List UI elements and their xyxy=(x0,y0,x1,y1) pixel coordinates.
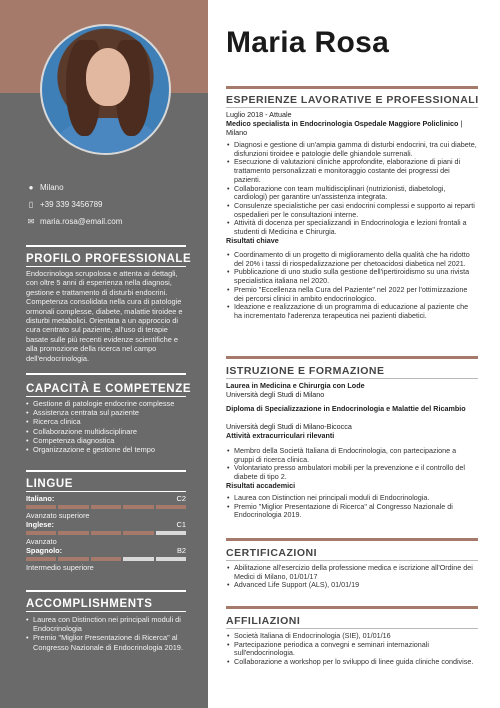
experience-heading: ESPERIENZE LAVORATIVE E PROFESSIONALI xyxy=(226,94,479,106)
affiliations-rule-bottom xyxy=(226,628,478,629)
experience-duties xyxy=(226,141,478,237)
experience-rule-bottom xyxy=(226,107,478,108)
degree-1: Laurea in Medicina e Chirurgia con Lode xyxy=(226,381,365,390)
candidate-name: Maria Rosa xyxy=(226,26,390,59)
profile-rule xyxy=(26,245,186,247)
email-text[interactable]: maria.rosa@email.com xyxy=(40,217,123,226)
education-rule-bottom xyxy=(226,378,478,379)
location-text: Milano xyxy=(40,183,64,192)
education-heading: ISTRUZIONE E FORMAZIONE xyxy=(226,365,385,377)
language-bar-segment xyxy=(156,505,186,509)
language-bar-segment xyxy=(156,557,186,561)
language-bar-segment xyxy=(26,557,56,561)
experience-results-heading: Risultati chiave xyxy=(226,236,279,245)
skill-item: • Assistenza centrata sul paziente xyxy=(26,408,191,417)
result-item: • Premio "Eccellenza nella Cura del Paziente" nel 2022 per l'ottimizzazione dei percorsi clinici in ambito endocrinologico. xyxy=(226,286,478,303)
experience-rule xyxy=(226,86,478,89)
contact-email[interactable] xyxy=(26,217,122,226)
language-english xyxy=(26,520,186,529)
result-item: • Pubblicazione di uno studio sulla gestione dell'ipertiroidismo su una rivista specialistica italiana nel 2020. xyxy=(226,268,478,285)
accomplishments-rule xyxy=(26,590,186,592)
academic-result-item: • Premio "Miglior Presentazione di Ricerca" al Congresso Nazionale di Endocrinologia 2019. xyxy=(226,503,478,520)
language-name: Italiano: xyxy=(26,494,55,503)
school-1: Università degli Studi di Milano xyxy=(226,390,325,399)
contact-phone xyxy=(26,200,103,209)
academic-results-heading: Risultati accademici xyxy=(226,481,296,490)
language-bar-segment xyxy=(123,557,153,561)
profile-heading: PROFILO PROFESSIONALE xyxy=(26,253,192,265)
skill-item: • Collaborazione multidisciplinare xyxy=(26,427,191,436)
affiliations-heading: AFFILIAZIONI xyxy=(226,615,301,627)
extracurricular-item: • Volontariato presso ambulatori mobili per la prevenzione e il controllo del diabete di tipo 2. xyxy=(226,464,478,481)
language-bar-segment xyxy=(123,531,153,535)
education-rule xyxy=(226,356,478,359)
extracurricular-list xyxy=(226,447,478,482)
language-bar-segment xyxy=(156,531,186,535)
language-bar xyxy=(26,531,186,535)
language-italian xyxy=(26,494,186,503)
result-item: • Coordinamento di un progetto di miglioramento della qualità che ha ridotto del 20% i tassi di riospedalizzazione per chetoacidosi diabetica nel 2021. xyxy=(226,251,478,268)
language-desc: Avanzato superiore xyxy=(26,511,90,520)
experience-results xyxy=(226,251,478,321)
result-item: • Ideazione e realizzazione di un programma di educazione al paziente che ha incrementato l'aderenza terapeutica nei pazienti diabetici. xyxy=(226,303,478,320)
phone-icon: ▯ xyxy=(28,200,34,209)
language-level: B2 xyxy=(176,546,186,555)
profile-text: Endocrinologa scrupolosa e attenta ai dettagli, con oltre 5 anni di esperienza nella diagnosi, gestione e trattamento di disturbi endocrini. Competenza consolidata nella cura di patologie ormonali complesse, diabete, malattie tiroidee e disturbi metabolici. Orientata a un approccio di cura centrato sul paziente, all'uso di terapie basate sulle più recenti evidenze scientifiche e alla promozione della ricerca nel campo dell'endocrinologia. xyxy=(26,269,183,363)
duty-item: • Consulenze specialistiche per casi endocrini complessi e supporto ai reparti ospedalieri per le consultazioni interne. xyxy=(226,202,478,219)
skill-item: • Gestione di patologie endocrine complesse xyxy=(26,399,191,408)
contact-location xyxy=(26,183,64,192)
duty-item: • Esecuzione di valutazioni cliniche approfondite, elaborazione di piani di trattamento personalizzati e monitoraggio costante dei progressi dei pazienti. xyxy=(226,158,478,184)
affiliation-item: • Partecipazione periodica a convegni e seminari internazionali sull'endocrinologia. xyxy=(226,641,478,658)
accomplishments-heading: ACCOMPLISHMENTS xyxy=(26,598,153,610)
languages-heading: LINGUE xyxy=(26,478,74,490)
language-bar xyxy=(26,557,186,561)
skill-item: • Competenza diagnostica xyxy=(26,436,191,445)
language-bar-segment xyxy=(26,531,56,535)
location-pin-icon: ● xyxy=(28,183,34,192)
certification-item: • Abilitazione all'esercizio della professione medica e iscrizione all'Ordine dei Medici di Milano, 01/01/17 xyxy=(226,564,478,581)
languages-rule-bottom xyxy=(26,491,186,492)
experience-role xyxy=(226,120,478,138)
language-level: C1 xyxy=(176,520,186,529)
sidebar xyxy=(0,0,208,708)
language-name: Spagnolo: xyxy=(26,546,63,555)
email-icon: ✉ xyxy=(27,217,35,226)
languages-rule xyxy=(26,470,186,472)
accomplishments-list xyxy=(26,615,191,652)
degree-2: Diploma di Specializzazione in Endocrinologia e Malattie del Ricambio xyxy=(226,404,466,413)
certifications-rule-bottom xyxy=(226,560,478,561)
skills-list xyxy=(26,399,191,454)
academic-result-item: • Laurea con Distinction nei principali moduli di Endocrinologia. xyxy=(226,494,478,503)
profile-photo xyxy=(40,24,171,155)
language-bar xyxy=(26,505,186,509)
extracurricular-item: • Membro della Società Italiana di Endocrinologia, con partecipazione a gruppi di ricerca clinica. xyxy=(226,447,478,464)
language-bar-segment xyxy=(58,505,88,509)
accomplishment-item: • Laurea con Distinction nei principali moduli di Endocrinologia xyxy=(26,615,191,633)
duty-item: • Diagnosi e gestione di un'ampia gamma di disturbi endocrini, tra cui diabete, disfunzioni tiroidee e patologie delle ghiandole surrenali. xyxy=(226,141,478,158)
phone-text: +39 339 3456789 xyxy=(40,200,103,209)
language-bar-segment xyxy=(91,531,121,535)
skill-item: • Organizzazione e gestione del tempo xyxy=(26,445,191,454)
certifications-list xyxy=(226,564,478,590)
language-desc: Intermedio superiore xyxy=(26,563,94,572)
language-bar-segment xyxy=(123,505,153,509)
language-spanish xyxy=(26,546,186,555)
school-2: Università degli Studi di Milano-Bicocca xyxy=(226,422,352,431)
language-level: C2 xyxy=(176,494,186,503)
skills-rule xyxy=(26,373,186,375)
certifications-rule xyxy=(226,538,478,541)
duty-item: • Collaborazione con team multidisciplinari (nutrizionisti, diabetologi, cardiologi) per garantire un'assistenza integrata. xyxy=(226,185,478,202)
language-desc: Avanzato xyxy=(26,537,57,546)
experience-date: Luglio 2018 - Attuale xyxy=(226,110,292,119)
academic-results-list xyxy=(226,494,478,520)
accomplishment-item: • Premio "Miglior Presentazione di Ricerca" al Congresso Nazionale di Endocrinologia 2019. xyxy=(26,633,191,651)
skill-item: • Ricerca clinica xyxy=(26,417,191,426)
language-bar-segment xyxy=(26,505,56,509)
affiliations-rule xyxy=(226,606,478,609)
language-bar-segment xyxy=(91,557,121,561)
affiliation-item: • Società Italiana di Endocrinologia (SIE), 01/01/16 xyxy=(226,632,478,641)
extracurricular-heading: Attività extracurriculari rilevanti xyxy=(226,431,335,440)
skills-rule-bottom xyxy=(26,396,186,397)
language-name: Inglese: xyxy=(26,520,54,529)
affiliation-item: • Collaborazione a workshop per lo sviluppo di linee guida cliniche condivise. xyxy=(226,658,478,667)
certification-item: • Advanced Life Support (ALS), 01/01/19 xyxy=(226,581,478,590)
role-title: Medico specialista in Endocrinologia Ospedale Maggiore Policlinico xyxy=(226,119,459,128)
role-city: | Milano xyxy=(226,119,463,137)
profile-rule-bottom xyxy=(26,266,186,267)
language-bar-segment xyxy=(91,505,121,509)
accomplishments-rule-bottom xyxy=(26,611,186,612)
certifications-heading: CERTIFICAZIONI xyxy=(226,547,317,559)
affiliations-list xyxy=(226,632,478,667)
language-bar-segment xyxy=(58,531,88,535)
language-bar-segment xyxy=(58,557,88,561)
skills-heading: CAPACITÀ E COMPETENZE xyxy=(26,383,192,395)
duty-item: • Attività di docenza per specializzandi in Endocrinologia e lezioni frontali a studenti di Medicina e Chirurgia. xyxy=(226,219,478,236)
